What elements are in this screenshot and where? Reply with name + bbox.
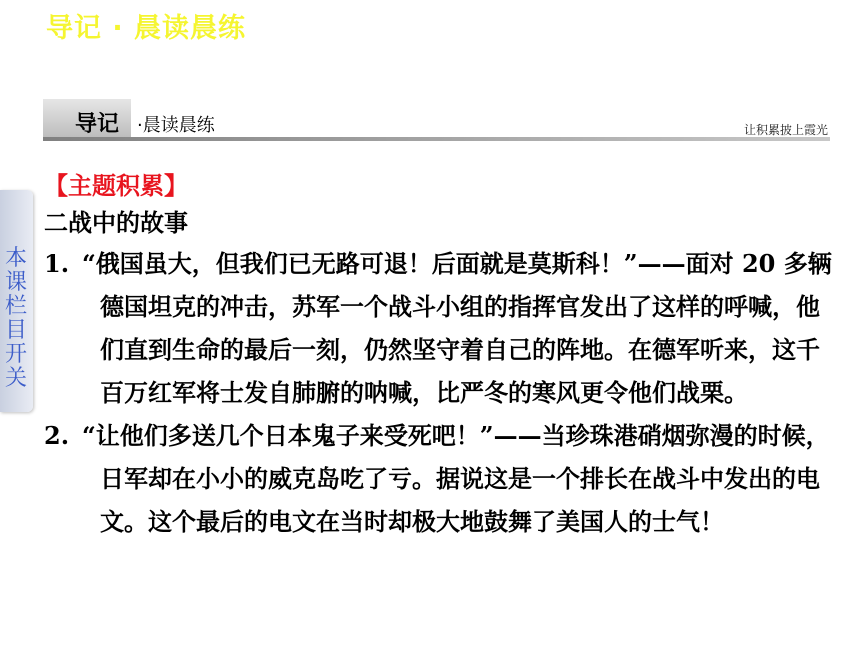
list-item-text: “俄国虽大，但我们已无路可退！后面就是莫斯科！”——面对 20 多辆德国坦克的冲击，苏军一个战斗小组的指挥官发出了这样的呼喊，他们直到生命的最后一刻，仍然坚守着自己的阵地。在德军听来，这千百万红军将士发自肺腑的呐喊，比严冬的寒风更令他们战栗。 — [82, 249, 832, 407]
list-item — [44, 242, 834, 414]
course-menu-toggle-label: 本课栏目开关 — [4, 246, 27, 391]
list-item-number: 2. — [44, 421, 70, 450]
list-item-text: “让他们多送几个日本鬼子来受死吧！”——当珍珠港硝烟弥漫的时候，日军却在小小的威克岛吃了亏。据说这是一个排长在战斗中发出的电文。这个最后的电文在当时却极大地鼓舞了美国人的士气！ — [82, 421, 830, 536]
section-header — [43, 99, 830, 143]
header-divider — [43, 137, 830, 141]
header-main-label: 导记 — [75, 112, 120, 137]
header-slogan: 让积累披上霞光 — [743, 123, 828, 137]
main-content — [44, 168, 834, 543]
topic-subheading: 二战中的故事 — [44, 209, 188, 237]
list-item-number: 1. — [44, 249, 70, 278]
course-menu-toggle[interactable] — [0, 190, 33, 412]
list-item — [44, 414, 834, 543]
section-title: 【主题积累】 — [44, 172, 188, 200]
slide-title: 导记 · 晨读晨练 — [46, 13, 247, 44]
header-sub-label: ·晨读晨练 — [137, 115, 215, 136]
